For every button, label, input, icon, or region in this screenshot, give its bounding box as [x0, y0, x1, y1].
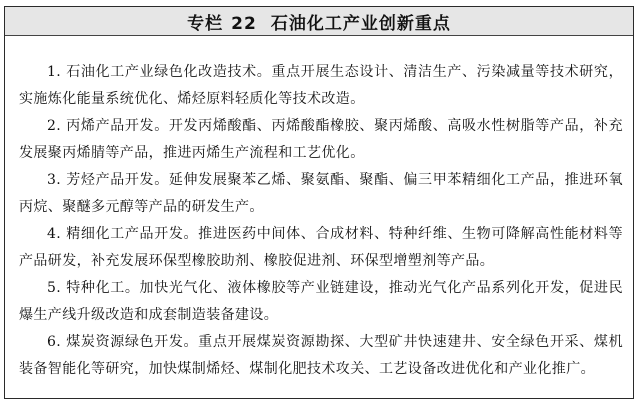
column-box — [4, 6, 634, 399]
column-title — [187, 9, 451, 34]
content — [19, 59, 623, 383]
item-1: 1. 石油化工产业绿色化改造技术。重点开展生态设计、清洁生产、污染减量等技术研究，实施炼化能量系统优化、烯烃原料轻质化等技术改造。 — [19, 64, 623, 107]
title-text: 石油化工产业创新重点 — [270, 13, 451, 34]
title-prefix: 专栏 — [187, 13, 224, 34]
item-5: 5. 特种化工。加快光气化、液体橡胶等产业链建设，推动光气化产品系列化开发，促进民爆生产线升级改造和成套制造装备建设。 — [19, 280, 623, 323]
item-3: 3. 芳烃产品开发。延伸发展聚苯乙烯、聚氨酯、聚酯、偏三甲苯精细化工产品，推进环氧丙烷、聚醚多元醇等产品的研发生产。 — [19, 172, 623, 215]
item-4: 4. 精细化工产品开发。推进医药中间体、合成材料、特种纤维、生物可降解高性能材料等产品研发，补充发展环保型橡胶助剂、橡胶促进剂、环保型增塑剂等产品。 — [19, 226, 623, 269]
item-2: 2. 丙烯产品开发。开发丙烯酸酯、丙烯酸酯橡胶、聚丙烯酸、高吸水性树脂等产品，补充发展聚丙烯腈等产品，推进丙烯生产流程和工艺优化。 — [19, 118, 623, 161]
title-number: 22 — [231, 13, 257, 34]
title-bar — [5, 7, 633, 36]
item-6: 6. 煤炭资源绿色开发。重点开展煤炭资源勘探、大型矿井快速建井、安全绿色开采、煤机装备智能化等研究，加快煤制烯烃、煤制化肥技术攻关、工艺设备改进优化和产业化推广。 — [19, 334, 623, 377]
